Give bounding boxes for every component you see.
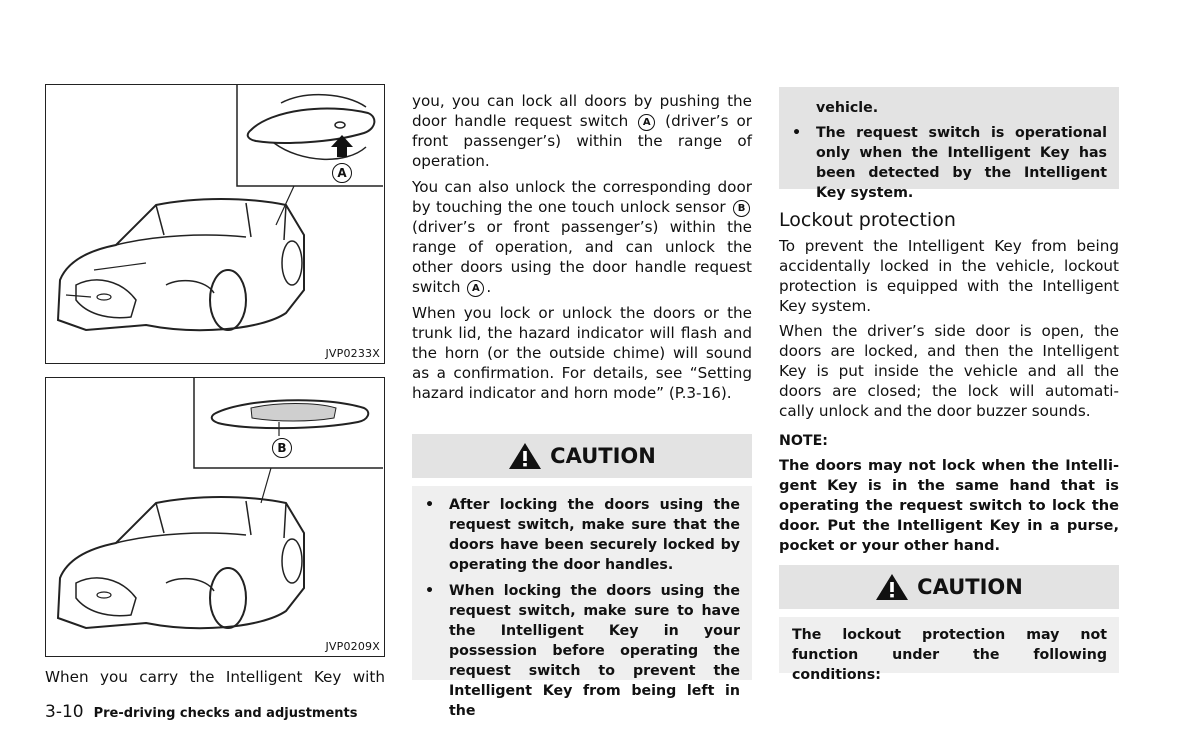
ref-a-icon: A bbox=[467, 280, 484, 297]
callout-b: B bbox=[272, 438, 292, 458]
figure-door-handle-request-switch bbox=[45, 84, 385, 364]
column-2 bbox=[412, 91, 752, 403]
caution-item: • When locking the doors using the request switch, make sure to have the Intelligent Key in your possession before operating the request switch to prevent the Intelligent Key from being left in the bbox=[412, 581, 740, 721]
caution-item: • The request switch is operational only when the Intelligent Key has been detected by the Intelligent Key system. bbox=[779, 123, 1107, 203]
column-3-body bbox=[779, 236, 1119, 556]
caution-continued bbox=[779, 87, 1119, 201]
car-illustration-top bbox=[46, 85, 383, 362]
car-illustration-bottom bbox=[46, 378, 383, 655]
paragraph-lock bbox=[412, 91, 752, 171]
caution-list bbox=[412, 495, 740, 721]
note-text: The doors may not lock when the Intelli- gent Key is in the same hand that is operating the request switch to lock the door. Put the Intelligent Key in a purse, pocket or your other hand. bbox=[779, 457, 1119, 554]
section-heading: Lockout protection bbox=[779, 209, 956, 231]
paragraph-lockout: To prevent the Intelligent Key from being accidentally locked in the vehicle, lockout protection is equipped with the Intelligent Key system. bbox=[779, 237, 1119, 315]
caution-header-1 bbox=[412, 434, 752, 478]
page-number: 3-10 bbox=[45, 702, 84, 722]
figure-code: JVP0209X bbox=[325, 640, 380, 653]
caution-text: The lockout protection may not function under the following conditions: bbox=[792, 627, 1107, 683]
text-run: . bbox=[486, 278, 492, 296]
text-run: (driver’s or front passenger’s) within the range of operation. bbox=[412, 112, 752, 170]
text-run: you, you can lock all doors by pushing the door handle request switch bbox=[412, 92, 752, 130]
paragraph-driver-door: When the driver’s side door is open, the doors are locked, and then the Intelligent Key is put inside the vehicle and all the doors are closed; the lock will automati- cally unlock and the door buzzer sounds. bbox=[779, 322, 1119, 420]
caution-header-2 bbox=[779, 565, 1119, 609]
figure-one-touch-unlock-sensor bbox=[45, 377, 385, 657]
ref-a-icon: A bbox=[638, 114, 655, 131]
ref-b-icon: B bbox=[733, 200, 750, 217]
paragraph-unlock bbox=[412, 177, 752, 297]
caution-title: CAUTION bbox=[550, 444, 656, 468]
note-label: NOTE: bbox=[779, 433, 828, 449]
section-title: Pre-driving checks and adjustments bbox=[93, 706, 358, 721]
paragraph-hazard: When you lock or unlock the doors or the trunk lid, the hazard indicator will flash and the horn (or the outside chime) will sound as a confirmation. For details, see “Setting hazard indicator and horn mode” (P.3-16). bbox=[412, 304, 752, 402]
text-run: You can also unlock the corresponding door by touching the one touch unlock sensor bbox=[412, 178, 752, 216]
warning-triangle-icon bbox=[875, 573, 909, 601]
text-run: (driver’s or front passenger’s) within the range of operation, and can unlock the other doors using the door handle request switch bbox=[412, 218, 752, 296]
caution-cont-text: vehicle. bbox=[816, 100, 879, 116]
figure-code: JVP0233X bbox=[325, 347, 380, 360]
page-footer bbox=[45, 702, 358, 722]
warning-triangle-icon bbox=[508, 442, 542, 470]
body-text-tail: When you carry the Intelligent Key with bbox=[45, 668, 385, 686]
caution-title: CAUTION bbox=[917, 575, 1023, 599]
callout-a: A bbox=[332, 163, 352, 183]
caution-body-2 bbox=[779, 617, 1119, 683]
caution-item: • After locking the doors using the request switch, make sure that the doors have been securely locked by operating the door handles. bbox=[412, 495, 740, 575]
caution-list bbox=[779, 123, 1107, 203]
caution-body-1 bbox=[412, 486, 752, 719]
